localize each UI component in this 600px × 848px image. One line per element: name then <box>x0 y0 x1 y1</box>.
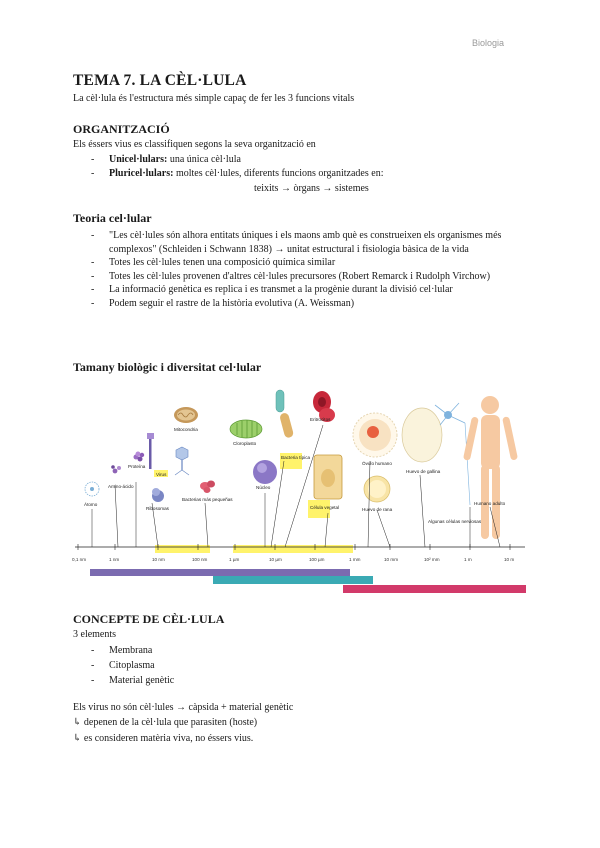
protein-icon <box>134 452 145 462</box>
human-silhouette-icon <box>463 396 518 539</box>
label-atomo: Átomo <box>84 502 98 507</box>
list-item: - Totes les cèl·lules tenen una composició química similar <box>73 256 513 270</box>
chicken-egg-icon <box>402 408 442 462</box>
label-aminoacido: Amino-ácido <box>108 484 134 489</box>
scale-label: 1 mm <box>349 557 361 562</box>
organitzacio-heading: ORGANITZACIÓ <box>73 122 170 136</box>
item-bold: Unicel·lulars: <box>109 154 168 165</box>
teoria-list <box>73 229 513 310</box>
range-bar-pink <box>343 585 526 593</box>
list-item <box>73 167 513 181</box>
virus-line: Els virus no són cèl·lules → càpsida + material genètic <box>73 702 294 713</box>
scale-label: 10² mm <box>424 557 440 562</box>
label-bacteria-tipica: Bacteria típica <box>281 455 311 460</box>
label-bacterias-pequenas: Bacterias más pequeñas <box>182 497 233 502</box>
highlight-scale-nm <box>155 545 210 553</box>
cell-size-diagram <box>70 385 530 600</box>
small-bacteria-icon <box>200 481 215 494</box>
list-item: - Material genètic <box>73 673 513 688</box>
mitochondrion-icon <box>174 407 198 423</box>
organitzacio-intro: Els éssers vius es classifiquen segons la seva organització en <box>73 139 316 150</box>
frog-egg-icon <box>364 476 390 502</box>
label-huevo-rana: Huevo de rana <box>362 507 393 512</box>
typical-bacteria-icon <box>276 390 294 439</box>
scale-label: 1 nm <box>109 557 120 562</box>
list-item: - Totes les cèl·lules provenen d'altres cèl·lules precursores (Robert Remarck i Rudolph Virchow) <box>73 270 513 284</box>
concepte-intro: 3 elements <box>73 629 117 640</box>
label-virus: Virus <box>156 472 167 477</box>
list-item: - La informació genètica es replica i es transmet a la progènie durant la divisió cel·lular <box>73 283 513 297</box>
tamany-heading: Tamany biològic i diversitat cel·lular <box>73 360 262 374</box>
scale-label: 100 nm <box>192 557 208 562</box>
scale-label: 10 µm <box>269 557 282 562</box>
scale-label: 10 mm <box>384 557 399 562</box>
scale-label: 10 m <box>504 557 515 562</box>
scale-label: 10 nm <box>152 557 165 562</box>
label-ribosomas: Ribosomas <box>146 506 169 511</box>
list-item: - "Les cèl·lules són alhora entitats úniques i els maons amb què es construeixen els organismes més complexos" (Schleiden i Schwann 1838) → unitat estructural i fisiologia bàsica de la vida <box>73 229 513 256</box>
list-item <box>73 153 513 167</box>
concepte-list <box>73 643 513 688</box>
label-mitocondria: Mitocondria <box>174 427 198 432</box>
teoria-heading: Teoria cel·lular <box>73 211 152 225</box>
chloroplast-icon <box>230 420 262 438</box>
human-ovum-icon <box>353 413 397 457</box>
list-item: - Membrana <box>73 643 513 658</box>
atom-icon <box>85 482 99 496</box>
ribosome-icon <box>152 488 164 502</box>
scale-label: 1 µm <box>229 557 240 562</box>
page-title: TEMA 7. LA CÈL·LULA <box>73 72 247 89</box>
label-nucleo: Núcleo <box>256 485 271 490</box>
label-celula-vegetal: Célula vegetal <box>310 505 340 510</box>
label-ovulo-humano: Óvulo humano <box>362 461 392 466</box>
virus-arrow-1: ↳ depenen de la cèl·lula que parasiten (hoste) <box>73 717 258 728</box>
virus-arrow-2: ↳ es consideren matèria viva, no éssers vius. <box>73 733 254 744</box>
scale-label: 0,1 nm <box>72 557 87 562</box>
list-item: - Citoplasma <box>73 658 513 673</box>
item-text: una única cèl·lula <box>167 154 241 165</box>
concepte-heading: CONCEPTE DE CÈL·LULA <box>73 612 225 626</box>
organization-levels: teixits → òrgans → sistemes <box>254 183 369 194</box>
item-text: moltes cèl·lules, diferents funcions organitzades en: <box>173 167 384 179</box>
label-humano-adulto: Humano adulto <box>474 501 506 506</box>
page-subtitle: La cèl·lula és l'estructura més simple capaç de fer les 3 funcions vitals <box>73 93 355 104</box>
nucleus-icon <box>253 460 277 484</box>
bacteriophage-icon <box>175 447 189 475</box>
label-algunas-celulas-nerviosas: Algunas células nerviosas <box>428 519 482 524</box>
range-bar-purple <box>90 569 350 576</box>
label-huevo-gallina: Huevo de gallina <box>406 469 441 474</box>
scale-label: 1 m <box>464 557 472 562</box>
label-eritrocitos: Eritrocitos <box>310 417 331 422</box>
item-bold: Pluricel·lulars: <box>109 167 174 179</box>
virus-icon <box>147 433 154 469</box>
highlight-scale-um <box>233 545 353 553</box>
list-item: - Podem seguir el rastre de la història evolutiva (A. Weissman) <box>73 297 513 311</box>
plant-cell-icon <box>314 455 342 499</box>
organitzacio-list <box>73 153 513 180</box>
scale-label: 100 µm <box>309 557 325 562</box>
header-subject: Biologia <box>471 38 504 48</box>
label-proteina: Proteína <box>128 464 146 469</box>
range-bar-teal <box>213 576 373 584</box>
amino-acid-icon <box>111 465 121 473</box>
label-cloroplasto: Cloroplasto <box>233 441 257 446</box>
